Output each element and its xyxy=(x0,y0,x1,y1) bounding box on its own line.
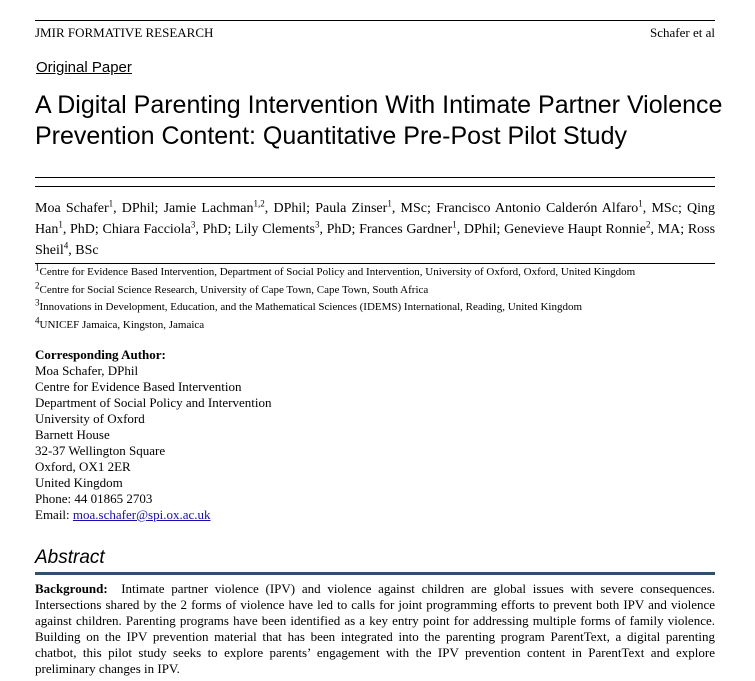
corresponding-line: Oxford, OX1 2ER xyxy=(35,459,131,474)
corresponding-line: United Kingdom xyxy=(35,475,123,490)
article-title xyxy=(35,90,725,152)
corresponding-line: 32-37 Wellington Square xyxy=(35,443,166,458)
author-name: Genevieve Haupt Ronnie xyxy=(504,222,646,237)
author-degree: , BSc xyxy=(68,243,99,258)
author-name: Qing Han xyxy=(35,201,716,237)
email-label: Email: xyxy=(35,507,73,522)
abstract-background xyxy=(35,581,715,677)
author-name: Jamie Lachman xyxy=(163,201,254,216)
corresponding-line: Barnett House xyxy=(35,427,110,442)
email-line xyxy=(35,507,271,523)
author-affiliation-mark: 3 xyxy=(190,219,196,230)
affiliation-text: Centre for Social Science Research, University of Cape Town, Cape Town, South Africa xyxy=(39,283,429,296)
top-rule xyxy=(35,20,715,21)
running-author: Schafer et al xyxy=(650,25,715,40)
affiliation-text: Innovations in Development, Education, and the Mathematical Sciences (IDEMS) International, Reading, United Kingdom xyxy=(39,301,583,313)
author-name: Paula Zinser xyxy=(315,201,388,216)
background-text: Intimate partner violence (IPV) and violence against children are global issues with severe consequences. Intersections shared by the 2 forms of violence have led to calls for joint programming efforts to prevent both IPV and violence against children. Parenting programs have been identified as a key entry point for addressing multiple forms of family violence. Building on the IPV prevention material that has been integrated into the parenting program ParentText, a digital parenting chatbot, this pilot study seeks to explore parents’ engagement with the IPV prevention content in ParentText and explore preliminary changes in IPV. xyxy=(35,581,716,676)
affiliation-number: 3 xyxy=(35,297,40,308)
title-line: A Digital Parenting Intervention With Intimate Partner Violence xyxy=(35,91,723,119)
author-degree: , DPhil xyxy=(113,201,155,216)
affiliation-number: 4 xyxy=(35,314,40,325)
author-degree: , PhD xyxy=(319,222,352,237)
author-degree: , DPhil xyxy=(264,201,307,216)
author-affiliation-mark: 1 xyxy=(108,198,114,209)
author-degree: , MSc xyxy=(642,201,678,216)
author-affiliation-mark: 1,2 xyxy=(253,198,265,209)
author-affiliation-mark: 1 xyxy=(58,219,63,230)
corresponding-line: Department of Social Policy and Intervention xyxy=(35,395,272,410)
author-affiliation-mark: 4 xyxy=(63,240,69,251)
author-affiliation-mark: 1 xyxy=(387,198,392,209)
author-degree: , DPhil xyxy=(456,222,497,237)
title-line: Prevention Content: Quantitative Pre-Post Pilot Study xyxy=(35,122,627,150)
author-name: Lily Clements xyxy=(235,222,315,237)
author xyxy=(315,198,427,216)
affiliation-text: Centre for Evidence Based Intervention, Department of Social Policy and Intervention, University of Oxford, Oxford, United Kingdom xyxy=(39,266,636,278)
title-rule-bottom xyxy=(35,186,715,187)
author-affiliation-mark: 3 xyxy=(314,219,320,230)
author-degree: , PhD xyxy=(62,222,95,237)
affiliation xyxy=(35,279,725,300)
affiliation xyxy=(35,314,725,335)
author-name: Frances Gardner xyxy=(359,222,453,237)
section-label: Original Paper xyxy=(36,59,132,76)
corresponding-author xyxy=(35,347,271,523)
affiliation-number: 1 xyxy=(35,262,40,273)
author-name: Chiara Facciola xyxy=(102,222,191,237)
author-degree: , MSc xyxy=(391,201,427,216)
corresponding-line: University of Oxford xyxy=(35,411,145,426)
affiliation-number: 2 xyxy=(35,279,40,290)
corresponding-line: Phone: 44 01865 2703 xyxy=(35,491,153,506)
affiliation-text: UNICEF Jamaica, Kingston, Jamaica xyxy=(39,318,205,331)
author-name: Moa Schafer xyxy=(35,201,109,216)
author xyxy=(163,198,307,216)
affiliation xyxy=(35,264,725,282)
author-name: Ross Sheil xyxy=(35,222,716,258)
background-label: Background: xyxy=(35,581,108,596)
corresponding-line: Moa Schafer, DPhil xyxy=(35,363,139,378)
author-affiliation-mark: 1 xyxy=(452,219,457,230)
author-degree: , PhD xyxy=(195,222,228,237)
journal-name: JMIR FORMATIVE RESEARCH xyxy=(35,25,214,40)
email-link[interactable]: moa.schafer@spi.ox.ac.uk xyxy=(72,507,211,522)
author xyxy=(504,219,681,237)
corresponding-lines xyxy=(35,363,271,507)
author-affiliation-mark: 1 xyxy=(638,198,643,209)
abstract-heading: Abstract xyxy=(35,547,105,568)
author xyxy=(35,198,155,216)
author xyxy=(235,219,352,237)
author-name: Francisco Antonio Calderón Alfaro xyxy=(436,201,639,216)
abstract-rule xyxy=(35,572,715,575)
title-rule-top xyxy=(35,177,715,178)
author-list: Moa Schafer$^1$, DPhil; Jamie Lachman$^{1,2}$, DPhil; Paula Zinser$^1$, MSc; Francisco Antonio Calderón Alfaro$^1$, MSc; Qing Han$^1$, PhD; Chiara Facciola$^3$, PhD; Lily Clements$^3$, PhD; Frances Gardner$^1$, DPhil; Genevieve Haupt Ronnie$^2$, MA; Ross Sheil$^4$, BSc xyxy=(35,198,716,258)
author-degree: , MA xyxy=(650,222,681,237)
author-affiliation-mark: 2 xyxy=(646,219,651,230)
author xyxy=(359,219,497,237)
author xyxy=(436,198,678,216)
author xyxy=(102,219,228,237)
affiliation-list xyxy=(35,264,725,334)
affiliation xyxy=(35,299,725,317)
corresponding-line: Centre for Evidence Based Intervention xyxy=(35,379,242,394)
corresponding-heading: Corresponding Author: xyxy=(35,347,166,362)
